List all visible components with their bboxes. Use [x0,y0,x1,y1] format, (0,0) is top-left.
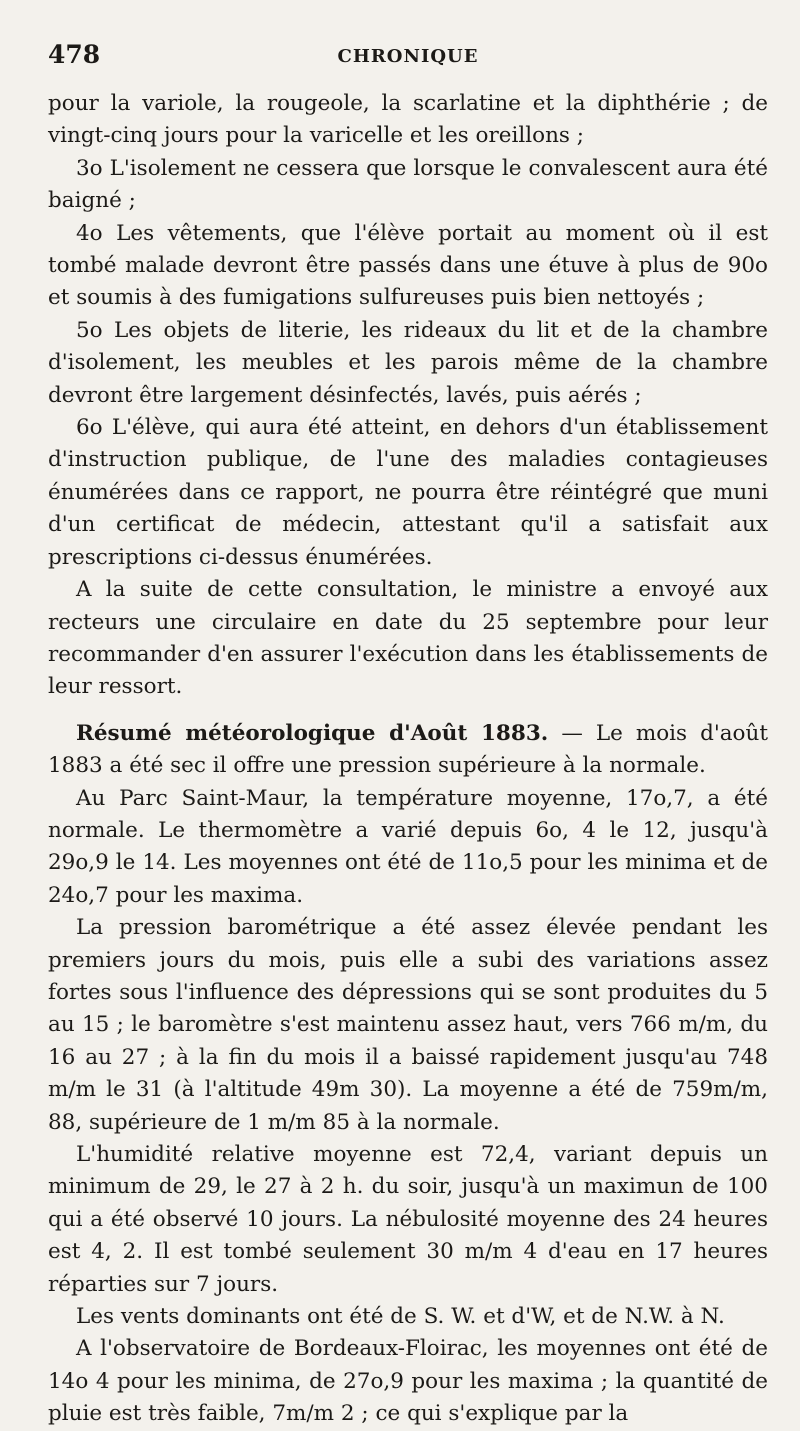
paragraph: La pression barométrique a été assez élevée pendant les premiers jours du mois, puis elle a subi des variations assez fortes sous l'influence des dépressions qui se sont produites du 5 au 15 ; le baromètre s'est maintenu assez haut, vers 766 m/m, du 16 au 27 ; à la fin du mois il a baissé rapidement jusqu'au 748 m/m le 31 (à l'altitude 49m 30). La moyenne a été de 759m/m, 88, supérieure de 1 m/m 85 à la normale. [48,915,768,1135]
paragraph: Les vents dominants ont été de S. W. et d'W, et de N.W. à N. [76,1304,725,1330]
paragraph: 5o Les objets de literie, les rideaux du lit et de la chambre d'isolement, les meubles et les parois même de la chambre devront être largement désinfectés, lavés, puis aérés ; [48,317,768,408]
body-text [48,88,768,1431]
page-number: 478 [48,40,101,69]
section-heading: Résumé météorologique d'Août 1883. [76,720,549,746]
page-header [48,40,768,74]
section-lead-text: — Le mois d'août 1883 a été sec il offre une pression supérieure à la normale. [48,720,768,779]
paragraph: 3o L'isolement ne cessera que lorsque le convalescent aura été baigné ; [48,155,768,214]
paragraph: A l'observatoire de Bordeaux-Floirac, les moyennes ont été de 14o 4 pour les minima, de 27o,9 pour les maxima ; la quantité de pluie est très faible, 7m/m 2 ; ce qui s'explique par la [48,1336,768,1427]
paragraph: 4o Les vêtements, que l'élève portait au moment où il est tombé malade devront être passés dans une étuve à plus de 90o et soumis à des fumigations sulfureuses puis bien nettoyés ; [48,220,768,311]
paragraph: Au Parc Saint-Maur, la température moyenne, 17o,7, a été normale. Le thermomètre a varié depuis 6o, 4 le 12, jusqu'à 29o,9 le 14. Les moyennes ont été de 11o,5 pour les minima et de 24o,7 pour les maxima. [48,785,768,908]
meteo-lead-paragraph [48,718,768,783]
paragraph: 6o L'élève, qui aura été atteint, en dehors d'un établissement d'instruction publique, de l'une des maladies contagieuses énumérées dans ce rapport, ne pourra être réintégré que muni d'un certificat de médecin, attestant qu'il a satisfait aux prescriptions ci-dessus énumérées. [48,415,768,570]
running-head: CHRONIQUE [337,46,479,67]
paragraph: pour la variole, la rougeole, la scarlatine et la diphthérie ; de vingt-cinq jours pour la varicelle et les oreillons ; [48,91,768,149]
paragraph: L'humidité relative moyenne est 72,4, variant depuis un minimum de 29, le 27 à 2 h. du soir, jusqu'à un maximun de 100 qui a été observé 10 jours. La nébulosité moyenne des 24 heures est 4, 2. Il est tombé seulement 30 m/m 4 d'eau en 17 heures réparties sur 7 jours. [48,1142,768,1297]
paragraph: A la suite de cette consultation, le ministre a envoyé aux recteurs une circulaire en date du 25 septembre pour leur recommander d'en assurer l'exécution dans les établissements de leur ressort. [48,577,768,700]
